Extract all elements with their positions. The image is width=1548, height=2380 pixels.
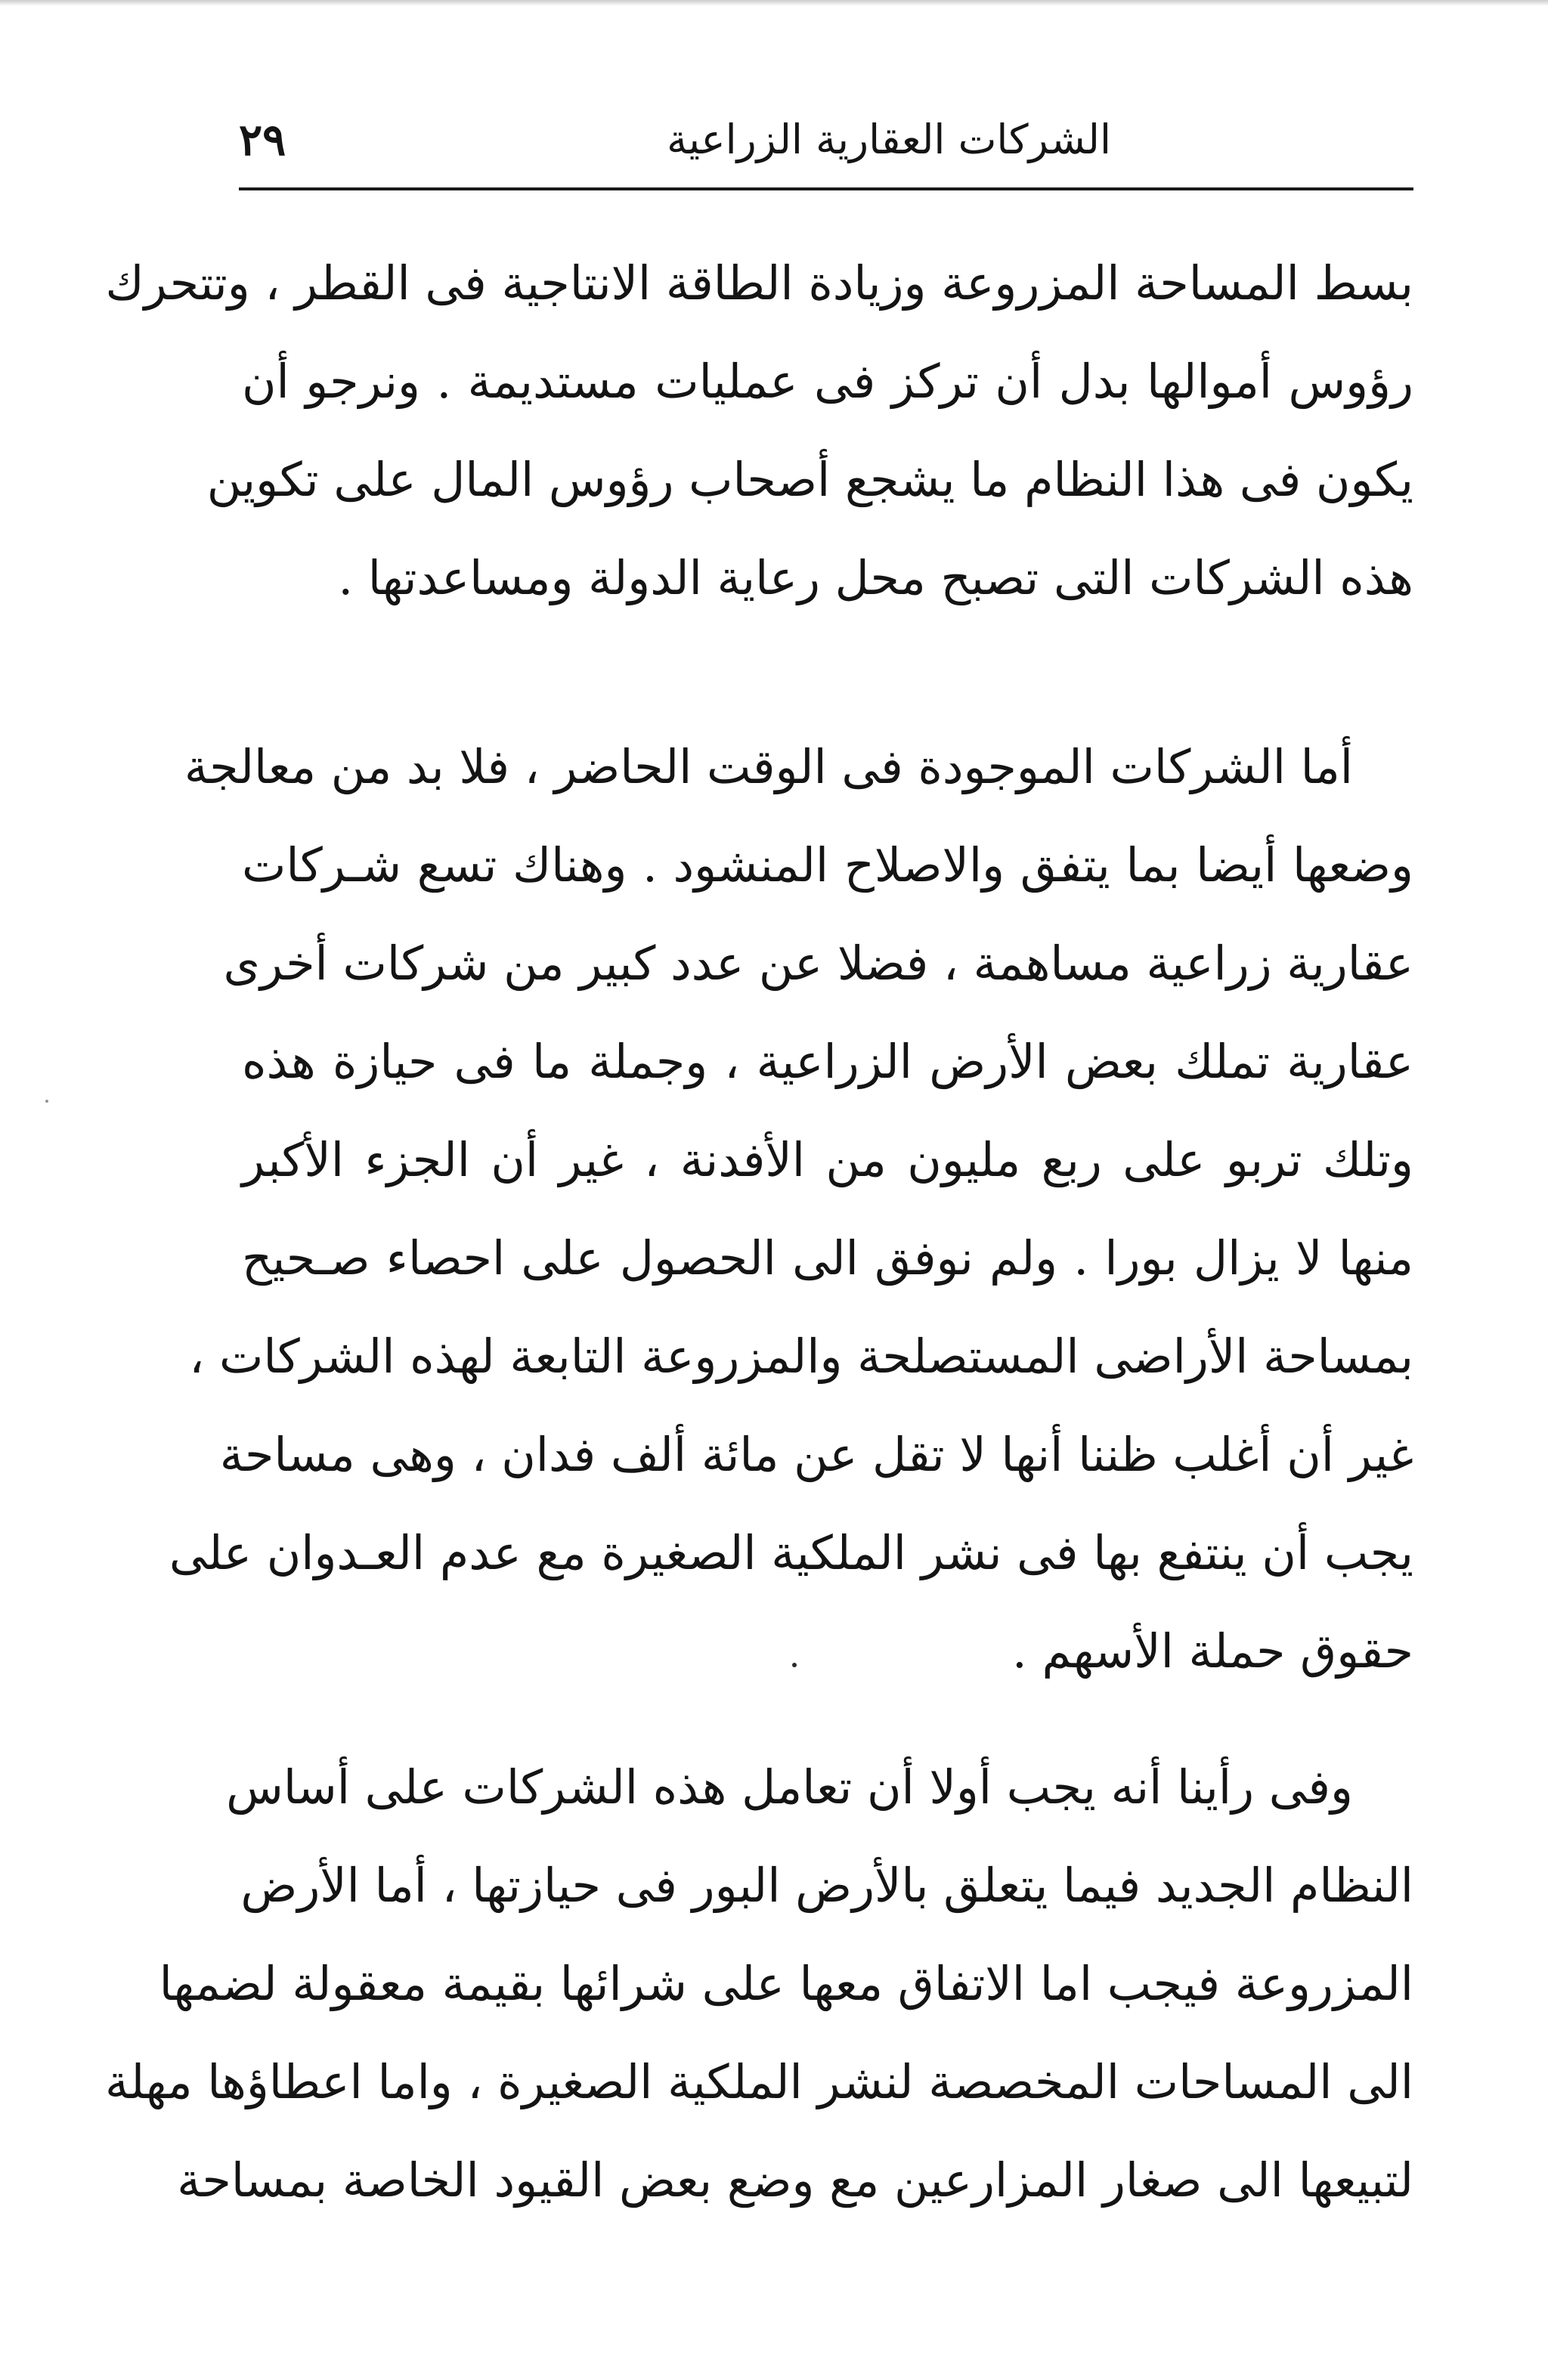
scan-edge	[0, 0, 1548, 6]
text-line: منها لا يزال بورا . ولم نوفق الى الحصول على احصاء صـحيح	[242, 1230, 1413, 1286]
text-line: هذه الشركات التى تصبح محل رعاية الدولة ومساعدتها .	[338, 550, 1413, 605]
text-line: حقوق حملة الأسهم .	[1012, 1623, 1413, 1679]
text-line: عقارية زراعية مساهمة ، فضلا عن عدد كبير من شركات أخرى	[223, 936, 1413, 991]
text-line: النظام الجديد فيما يتعلق بالأرض البور فى حيازتها ، أما الأرض	[240, 1858, 1413, 1913]
scan-speck	[792, 1663, 797, 1667]
text-line: عقارية تملك بعض الأرض الزراعية ، وجملة ما فى حيازة هذه	[242, 1034, 1413, 1089]
text-line: الى المساحات المخصصة لنشر الملكية الصغيرة ، واما اعطاؤها مهلة	[105, 2054, 1413, 2109]
running-header	[239, 106, 1413, 189]
text-line: وضعها أيضا بما يتفق والاصلاح المنشود . وهناك تسع شـركات	[242, 837, 1413, 893]
text-line: بسط المساحة المزروعة وزيادة الطاقة الانتاجية فى القطر ، وتتحرك	[105, 255, 1413, 311]
text-line: لتبيعها الى صغار المزارعين مع وضع بعض القيود الخاصة بمساحة	[177, 2153, 1413, 2208]
text-line: غير أن أغلب ظننا أنها لا تقل عن مائة ألف فدان ، وهى مساحة	[219, 1427, 1413, 1482]
scan-speck	[45, 1100, 48, 1103]
text-line: يكون فى هذا النظام ما يشجع أصحاب رؤوس المال على تكوين	[206, 452, 1413, 507]
text-line: المزروعة فيجب اما الاتفاق معها على شرائها بقيمة معقولة لضمها	[159, 1956, 1413, 2011]
text-line: يجب أن ينتفع بها فى نشر الملكية الصغيرة مع عدم العـدوان على	[169, 1525, 1413, 1580]
header-rule	[239, 187, 1413, 190]
running-title: الشركات العقارية الزراعية	[667, 116, 1111, 163]
text-line: وتلك تربو على ربع مليون من الأفدنة ، غير أن الجزء الأكبر	[242, 1132, 1413, 1187]
text-line: وفى رأينا أنه يجب أولا أن تعامل هذه الشركات على أساس	[226, 1759, 1353, 1815]
text-line: أما الشركات الموجودة فى الوقت الحاضر ، فلا بد من معالجة	[184, 739, 1353, 794]
page-number: ٢٩	[239, 114, 286, 166]
text-line: رؤوس أموالها بدل أن تركز فى عمليات مستديمة . ونرجو أن	[242, 354, 1413, 409]
text-line: بمساحة الأراضى المستصلحة والمزروعة التابعة لهذه الشركات ،	[189, 1329, 1413, 1384]
